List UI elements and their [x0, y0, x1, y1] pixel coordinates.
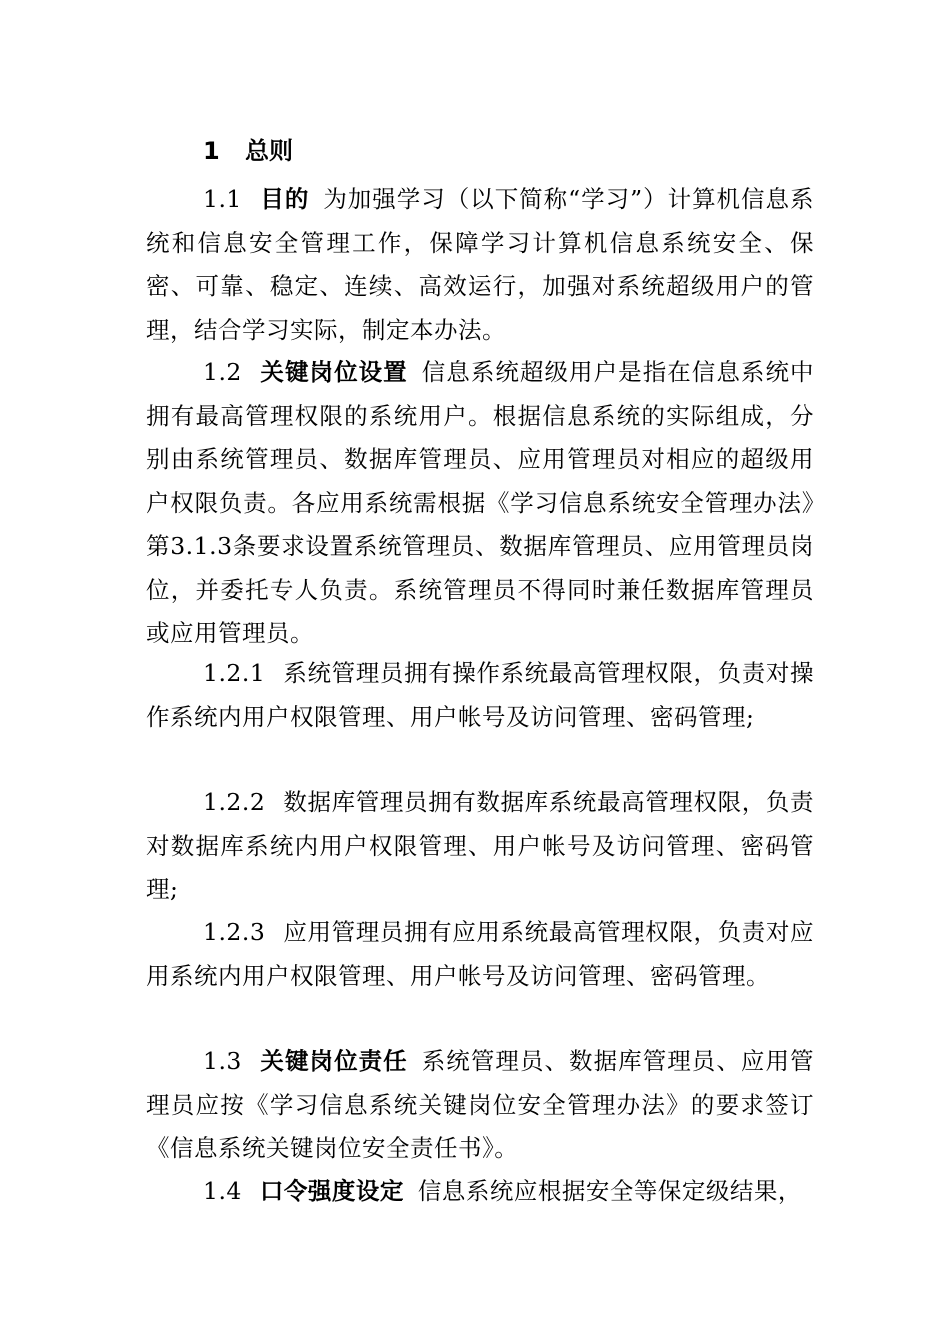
paragraph-heading: 关键岗位设置	[259, 358, 408, 386]
paragraph-number: 1.1	[203, 185, 242, 213]
paragraph-number: 1.2.3	[203, 918, 266, 946]
paragraph-1-2-3	[146, 911, 814, 998]
paragraph-number: 1.2	[203, 358, 242, 386]
paragraph-heading: 口令强度设定	[259, 1177, 404, 1205]
paragraph-1-4	[146, 1170, 814, 1214]
paragraph-number: 1.4	[203, 1177, 242, 1205]
paragraph-text: 为加强学习（以下简称“学习”）计算机信息系统和信息安全管理工作，保障学习计算机信息系统安全、保密、可靠、稳定、连续、高效运行，加强对系统超级用户的管理，结合学习实际，制定本办法。	[146, 185, 815, 344]
paragraph-text: 应用管理员拥有应用系统最高管理权限，负责对应用系统内用户权限管理、用户帐号及访问管理、密码管理。	[146, 918, 814, 990]
paragraph-1-2-1	[146, 652, 814, 739]
paragraph-text: 信息系统超级用户是指在信息系统中拥有最高管理权限的系统用户。根据信息系统的实际组成，分别由系统管理员、数据库管理员、应用管理员对相应的超级用户权限负责。各应用系统需根据《学习信息系统安全管理办法》第3.1.3条要求设置系统管理员、数据库管理员、应用管理员岗位，并委托专人负责。系统管理员不得同时兼任数据库管理员或应用管理员。	[146, 358, 815, 647]
section-heading	[203, 131, 293, 171]
paragraph-heading: 目的	[259, 185, 310, 213]
paragraph-text: 数据库管理员拥有数据库系统最高管理权限，负责对数据库系统内用户权限管理、用户帐号及访问管理、密码管理;	[146, 788, 814, 903]
paragraph-1-2-2	[146, 781, 814, 912]
paragraph-text: 系统管理员、数据库管理员、应用管理员应按《学习信息系统关键岗位安全管理办法》的要求签订《信息系统关键岗位安全责任书》。	[146, 1047, 815, 1162]
paragraph-number: 1.2.2	[203, 788, 266, 816]
paragraph-text: 系统管理员拥有操作系统最高管理权限，负责对操作系统内用户权限管理、用户帐号及访问管理、密码管理;	[146, 659, 814, 731]
paragraph-1-1	[146, 178, 814, 352]
paragraph-1-2	[146, 351, 814, 656]
paragraph-number: 1.3	[203, 1047, 242, 1075]
paragraph-number: 1.2.1	[203, 659, 266, 687]
section-number: 1	[203, 137, 220, 165]
section-title: 总则	[245, 137, 293, 165]
paragraph-heading: 关键岗位责任	[259, 1047, 408, 1075]
paragraph-1-3	[146, 1040, 814, 1171]
paragraph-text: 信息系统应根据安全等保定级结果，	[417, 1177, 802, 1205]
